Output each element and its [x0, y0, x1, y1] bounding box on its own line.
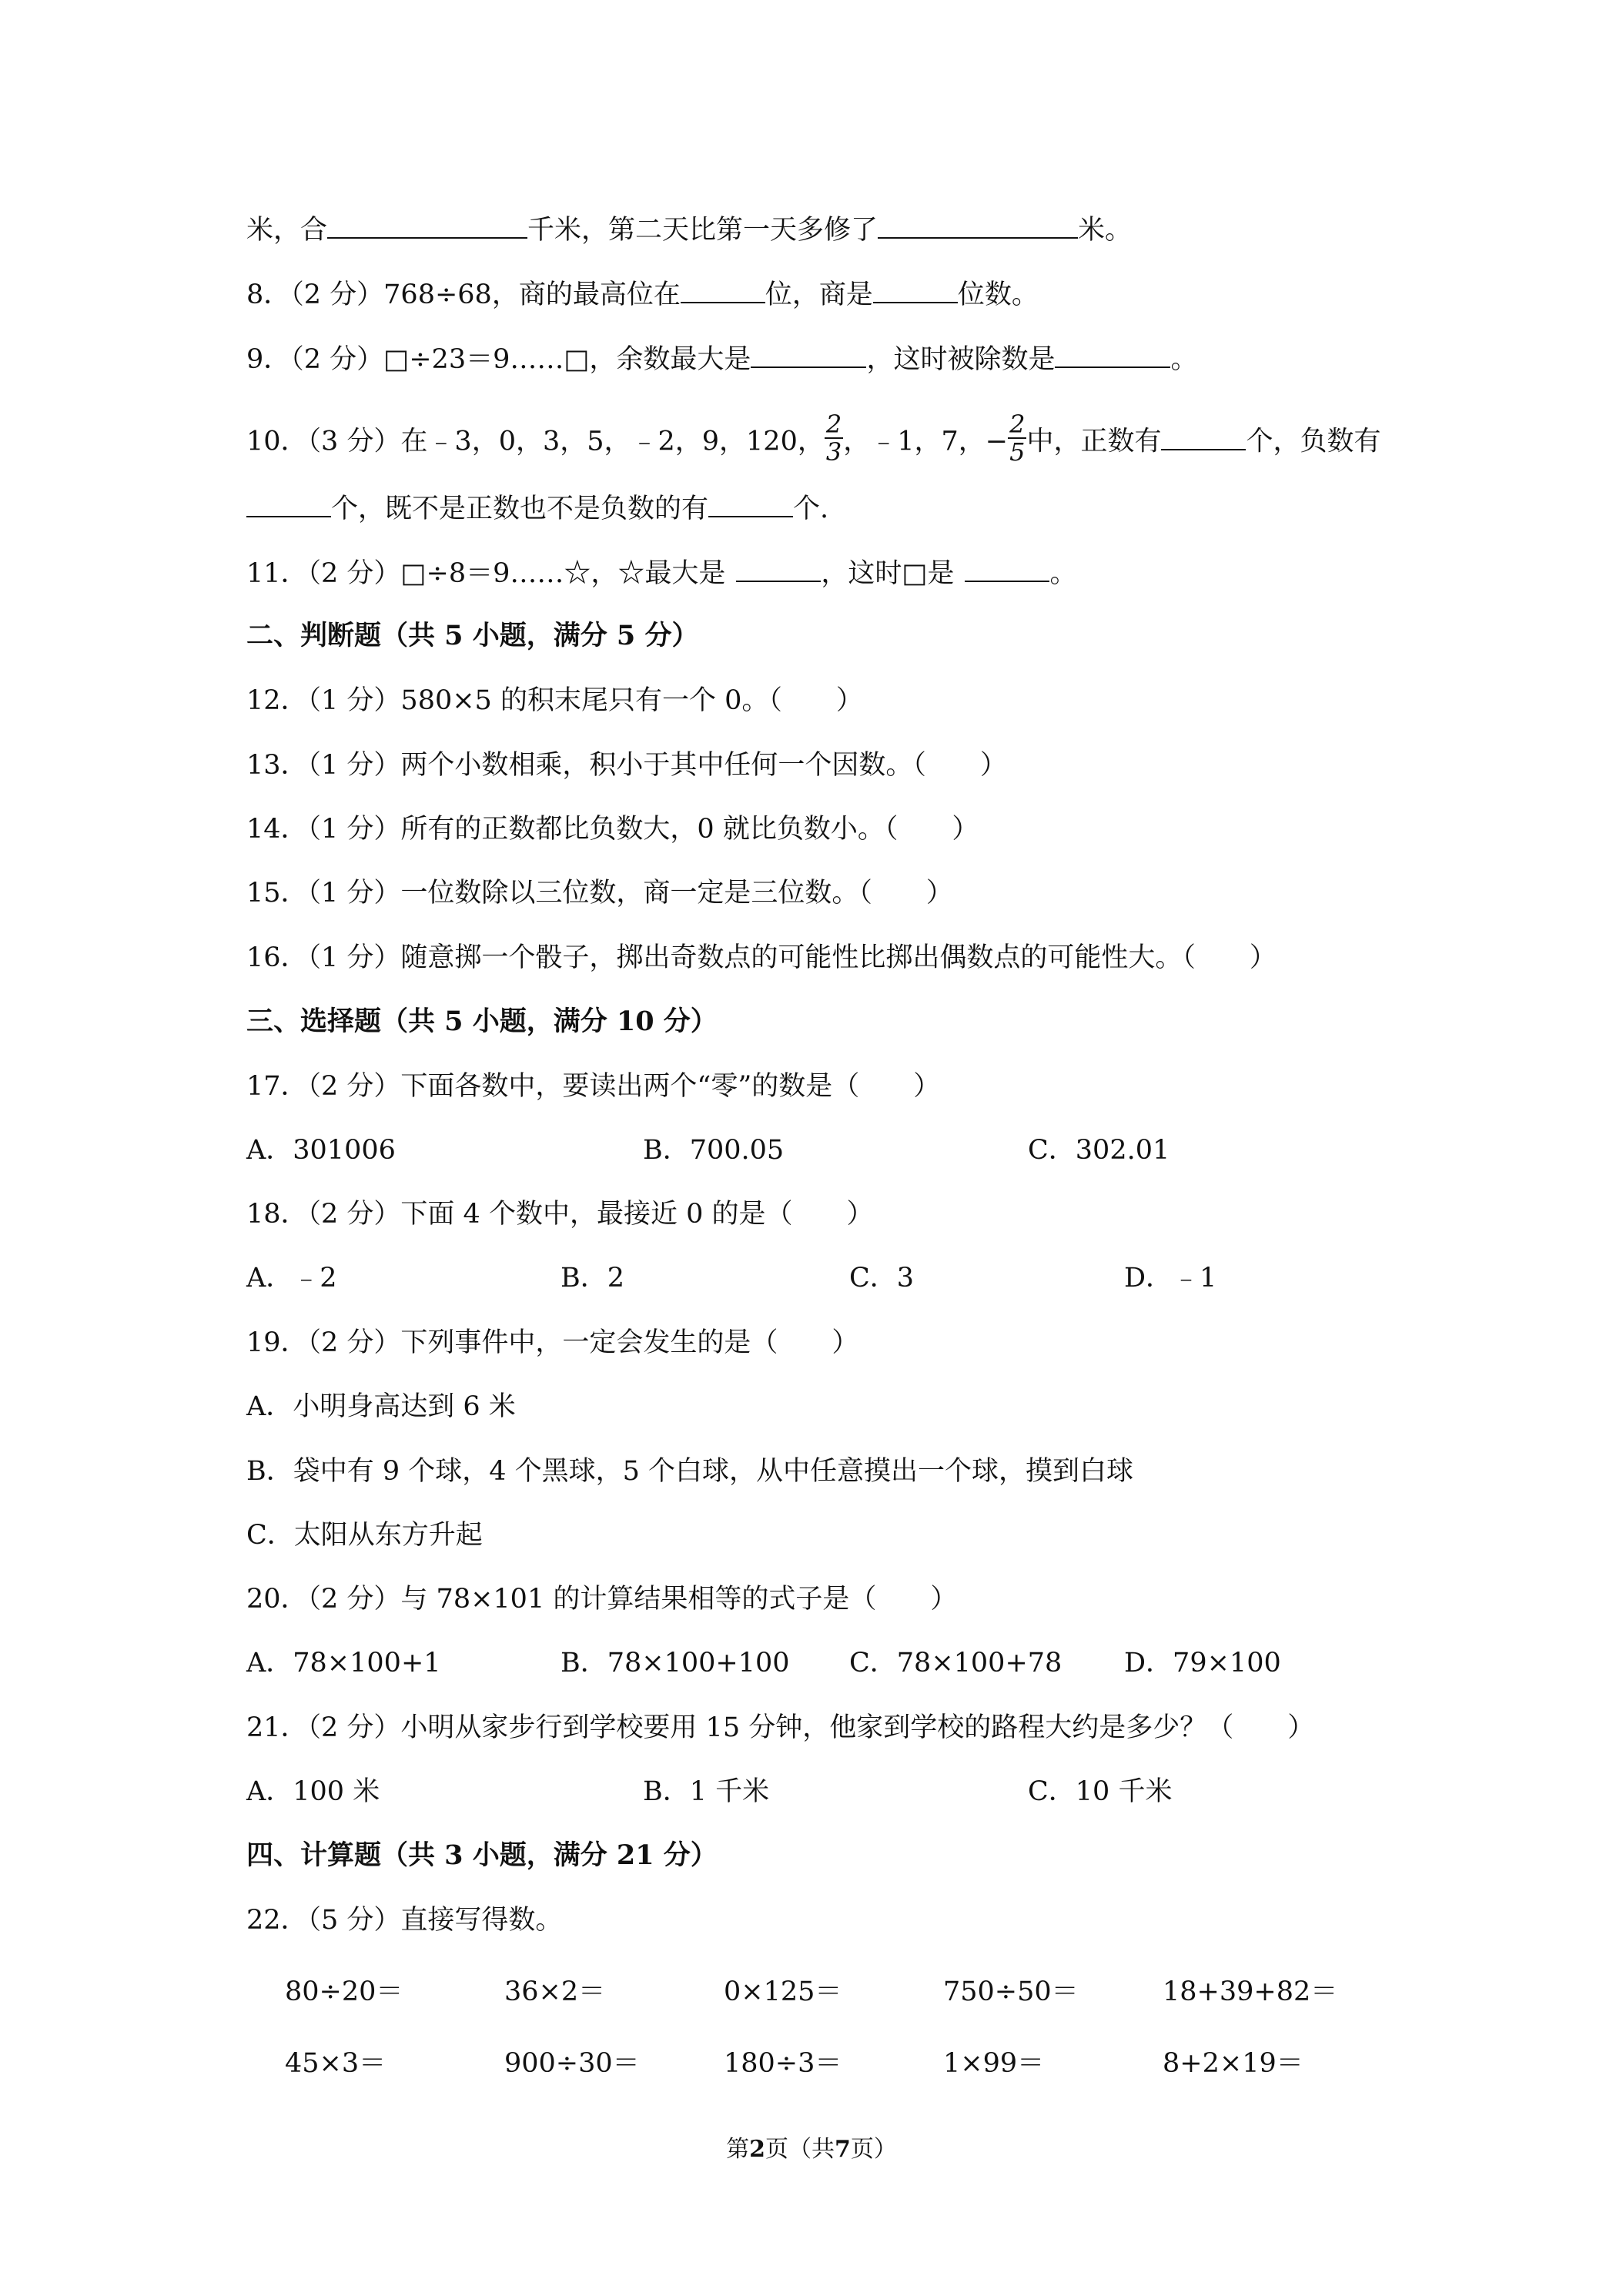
- answer-blank[interactable]: [708, 491, 793, 517]
- option-c[interactable]: C．3: [849, 1263, 915, 1294]
- q9-text-c: 。: [1170, 344, 1198, 375]
- q8-text-b: 位，商是: [765, 279, 873, 310]
- answer-blank[interactable]: [1055, 342, 1170, 368]
- q7-text-b: 千米，第二天比第一天多修了: [527, 215, 878, 246]
- question-14: 14．（1 分）所有的正数都比负数大，0 就比负数小。（ ）: [246, 814, 979, 845]
- page-number: 2: [749, 2136, 765, 2163]
- question-22: 22．（5 分）直接写得数。: [246, 1905, 563, 1936]
- option-b[interactable]: B．700.05: [643, 1135, 785, 1166]
- option-c[interactable]: C．10 千米: [1028, 1776, 1173, 1807]
- footer-text: 页）: [850, 2136, 897, 2163]
- answer-blank[interactable]: [681, 277, 765, 303]
- answer-blank[interactable]: [327, 213, 527, 239]
- calc-item: 8+2×19＝: [1163, 2048, 1303, 2079]
- section-heading-choice: 三、选择题（共 5 小题，满分 10 分）: [246, 1006, 718, 1037]
- calc-item: 750÷50＝: [943, 1976, 1079, 2007]
- option-a[interactable]: A．100 米: [246, 1776, 380, 1807]
- question-9: [246, 342, 1197, 377]
- answer-blank[interactable]: [878, 213, 1078, 239]
- q11-text-a: 11．（2 分）□÷8＝9……☆，☆最大是: [246, 558, 726, 589]
- q8-text-c: 位数。: [957, 279, 1039, 310]
- fraction-denominator: 3: [825, 437, 842, 467]
- q11-text-c: 。: [1049, 558, 1077, 589]
- q9-text-b: ，这时被除数是: [866, 344, 1056, 375]
- section-heading-calculation: 四、计算题（共 3 小题，满分 21 分）: [246, 1839, 718, 1871]
- section-heading-judgement: 二、判断题（共 5 小题，满分 5 分）: [246, 620, 699, 651]
- question-17: 17．（2 分）下面各数中，要读出两个“零”的数是（ ）: [246, 1071, 941, 1102]
- option-b[interactable]: B．2: [561, 1263, 624, 1294]
- calc-item: 1×99＝: [943, 2048, 1045, 2079]
- option-c[interactable]: C．太阳从东方升起: [246, 1520, 483, 1551]
- option-d[interactable]: D．79×100: [1124, 1648, 1281, 1678]
- option-a[interactable]: A．﹣2: [246, 1263, 337, 1294]
- question-12: 12．（1 分）580×5 的积末尾只有一个 0。（ ）: [246, 685, 863, 716]
- question-13: 13．（1 分）两个小数相乘，积小于其中任何一个因数。（ ）: [246, 750, 1007, 781]
- q7-text-a: 米，合: [246, 215, 328, 246]
- option-c[interactable]: C．78×100+78: [849, 1648, 1062, 1678]
- answer-blank[interactable]: [751, 342, 866, 368]
- fraction-numerator: 2: [825, 410, 842, 439]
- fraction-numerator: 2: [1009, 410, 1026, 439]
- calc-item: 0×125＝: [724, 1976, 842, 2007]
- calc-item: 36×2＝: [504, 1976, 606, 2007]
- option-d[interactable]: D．﹣1: [1124, 1263, 1217, 1294]
- question-10: [246, 410, 1381, 470]
- q8-text-a: 8．（2 分）768÷68，商的最高位在: [246, 279, 681, 310]
- q11-text-b: ，这时□是: [821, 558, 955, 589]
- option-a[interactable]: A．301006: [246, 1135, 396, 1166]
- answer-blank[interactable]: [736, 556, 821, 582]
- q7-text-c: 米。: [1078, 215, 1133, 246]
- calc-item: 900÷30＝: [504, 2048, 640, 2079]
- option-b[interactable]: B．78×100+100: [561, 1648, 790, 1678]
- q7-continuation: [246, 213, 1132, 247]
- q10-text-b: ，﹣1，7，: [843, 426, 986, 457]
- question-11: [246, 556, 1076, 591]
- q10-text-d: 个，负数有: [1246, 426, 1381, 457]
- q10-text-c: 中，正数有: [1026, 426, 1162, 457]
- answer-blank[interactable]: [965, 556, 1049, 582]
- question-16: 16．（1 分）随意掷一个骰子，掷出奇数点的可能性比掷出偶数点的可能性大。（ ）: [246, 942, 1277, 973]
- option-a[interactable]: A．小明身高达到 6 米: [246, 1391, 516, 1422]
- calc-item: 45×3＝: [285, 2048, 387, 2079]
- fraction: [1008, 411, 1026, 465]
- answer-blank[interactable]: [873, 277, 958, 303]
- footer-text: 第: [726, 2136, 750, 2163]
- answer-blank[interactable]: [246, 491, 331, 517]
- total-pages: 7: [835, 2136, 851, 2163]
- question-10-line-2: [246, 491, 828, 526]
- option-b[interactable]: B．1 千米: [643, 1776, 770, 1807]
- option-b[interactable]: B．袋中有 9 个球，4 个黑球，5 个白球，从中任意摸出一个球，摸到白球: [246, 1456, 1134, 1487]
- question-8: [246, 277, 1039, 312]
- answer-blank[interactable]: [1161, 424, 1246, 450]
- question-18: 18．（2 分）下面 4 个数中，最接近 0 的是（ ）: [246, 1199, 874, 1230]
- fraction-denominator: 5: [1009, 437, 1026, 467]
- q10-text-f: 个.: [793, 494, 829, 524]
- option-a[interactable]: A．78×100+1: [246, 1648, 441, 1678]
- question-21: 21．（2 分）小明从家步行到学校要用 15 分钟，他家到学校的路程大约是多少？（ ）: [246, 1712, 1315, 1743]
- minus-sign: −: [985, 426, 1009, 457]
- option-c[interactable]: C．302.01: [1028, 1135, 1170, 1166]
- fraction: [825, 411, 843, 465]
- q10-text-a: 10．（3 分）在﹣3，0，3，5，﹣2，9，120，: [246, 426, 825, 457]
- calc-item: 80÷20＝: [285, 1976, 403, 2007]
- q10-text-e: 个，既不是正数也不是负数的有: [331, 494, 709, 524]
- page-footer: [0, 2134, 1623, 2165]
- question-15: 15．（1 分）一位数除以三位数，商一定是三位数。（ ）: [246, 878, 953, 909]
- calc-item: 180÷3＝: [724, 2048, 842, 2079]
- footer-text: 页（共: [765, 2136, 835, 2163]
- q9-text-a: 9．（2 分）□÷23＝9……□，余数最大是: [246, 344, 751, 375]
- question-19: 19．（2 分）下列事件中，一定会发生的是（ ）: [246, 1327, 859, 1358]
- calc-item: 18+39+82＝: [1163, 1976, 1338, 2007]
- question-20: 20．（2 分）与 78×101 的计算结果相等的式子是（ ）: [246, 1584, 958, 1615]
